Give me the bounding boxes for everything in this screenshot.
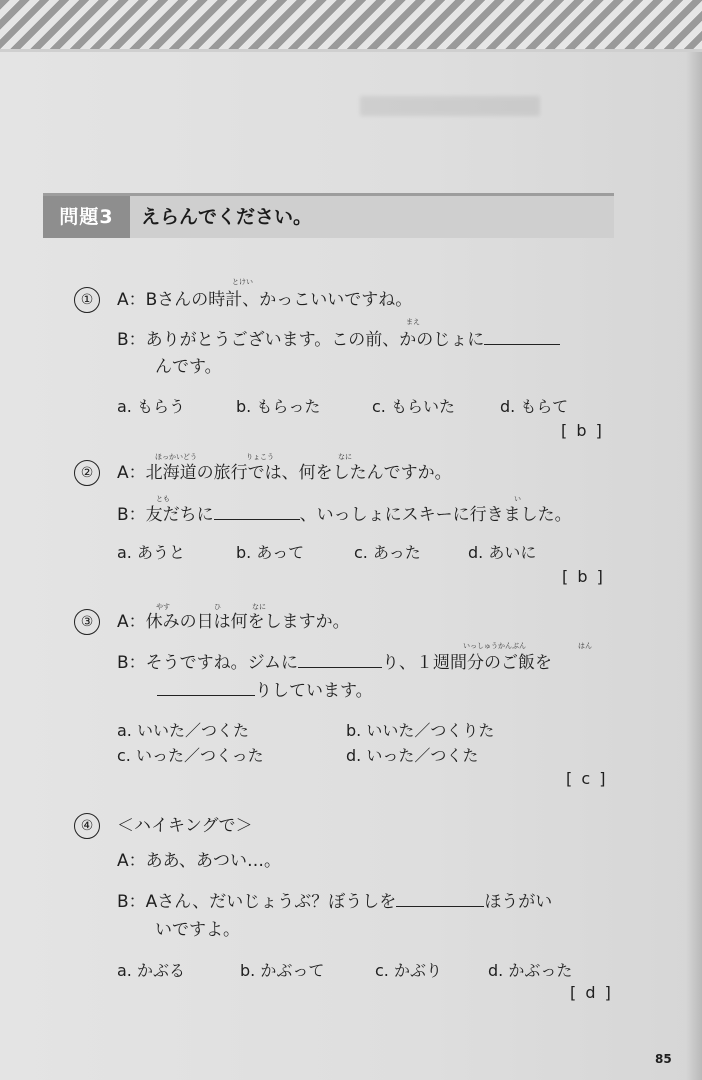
answer-key: [ d ] — [570, 983, 613, 1002]
option-a[interactable]: a. もらう — [117, 397, 185, 416]
dialogue-text: B：そうですね。ジムに — [117, 653, 298, 673]
answer-blank — [396, 889, 484, 907]
option-d[interactable]: d. かぶった — [488, 961, 573, 980]
furigana: とけい — [232, 278, 253, 286]
answer-blank — [157, 678, 255, 696]
dialogue-continuation — [157, 678, 373, 703]
option-d[interactable]: d. あいに — [468, 543, 537, 562]
furigana: なに — [338, 453, 352, 461]
answer-key: [ b ] — [561, 421, 604, 440]
option-a[interactable]: a. いいた／つくた — [117, 721, 249, 740]
dialogue-line-b — [117, 889, 552, 914]
dialogue-line-b — [117, 502, 572, 527]
option-b[interactable]: b. あって — [236, 543, 305, 562]
question-number: ④ — [74, 813, 100, 839]
question-number: ② — [74, 460, 100, 486]
answer-blank — [484, 327, 560, 345]
option-c[interactable]: c. かぶり — [375, 961, 442, 980]
answer-blank — [298, 650, 382, 668]
option-b[interactable]: b. かぶって — [240, 961, 325, 980]
dialogue-text-tail: 、いっしょにスキーに行きました。 — [299, 505, 572, 525]
option-b[interactable]: b. いいた／つくりた — [346, 721, 495, 740]
furigana: とも — [156, 495, 170, 503]
dialogue-line-b — [117, 650, 552, 675]
dialogue-text: B：Aさん、だいじょうぶ？ぼうしを — [117, 892, 397, 912]
answer-key: [ b ] — [562, 567, 605, 586]
page-number: 85 — [655, 1052, 672, 1066]
option-a[interactable]: a. かぶる — [117, 961, 185, 980]
bleed-through-shadow — [360, 96, 540, 116]
dialogue-line-a: A：休みの日は何をしますか。 — [117, 612, 350, 632]
dialogue-text-tail: りしています。 — [255, 681, 373, 701]
answer-blank — [214, 502, 300, 520]
furigana: い — [514, 495, 521, 503]
option-c[interactable]: c. もらいた — [372, 397, 455, 416]
decorative-stripe-band — [0, 0, 702, 52]
question-number: ③ — [74, 609, 100, 635]
scene-heading: ＜ハイキングで＞ — [117, 816, 253, 836]
answer-key: [ c ] — [566, 769, 608, 788]
dialogue-line-b — [117, 327, 560, 352]
section-tag: 問題3 — [43, 196, 130, 238]
option-c[interactable]: c. あった — [354, 543, 421, 562]
option-c[interactable]: c. いった／つくった — [117, 746, 264, 765]
furigana: りょこう — [246, 453, 274, 461]
furigana: いっしゅうかんぶん — [463, 642, 526, 650]
dialogue-line-a: A：北海道の旅行では、何をしたんですか。 — [117, 463, 452, 483]
dialogue-text-mid: り、１週間分のご飯を — [381, 653, 552, 673]
furigana: なに — [252, 603, 266, 611]
dialogue-line-a: A：Bさんの時計、かっこいいですね。 — [117, 290, 413, 310]
dialogue-continuation: いですよ。 — [155, 920, 240, 940]
dialogue-text: B：友だちに — [117, 505, 214, 525]
dialogue-line-a: A：ああ、あつい…。 — [117, 851, 281, 871]
furigana: ほっかいどう — [155, 453, 197, 461]
dialogue-continuation: んです。 — [155, 357, 222, 377]
furigana: はん — [578, 642, 592, 650]
dialogue-text: B：ありがとうございます。この前、かのじょに — [117, 330, 485, 350]
dialogue-text-mid: ほうがい — [484, 892, 553, 912]
furigana: やす — [156, 603, 170, 611]
page-edge-shadow — [686, 52, 702, 1080]
option-b[interactable]: b. もらった — [236, 397, 321, 416]
furigana: まえ — [406, 318, 420, 326]
question-number: ① — [74, 287, 100, 313]
section-header — [43, 193, 614, 238]
option-d[interactable]: d. いった／つくた — [346, 746, 479, 765]
option-d[interactable]: d. もらて — [500, 397, 569, 416]
furigana: ひ — [214, 603, 221, 611]
option-a[interactable]: a. あうと — [117, 543, 185, 562]
section-title: えらんでください。 — [141, 206, 313, 228]
